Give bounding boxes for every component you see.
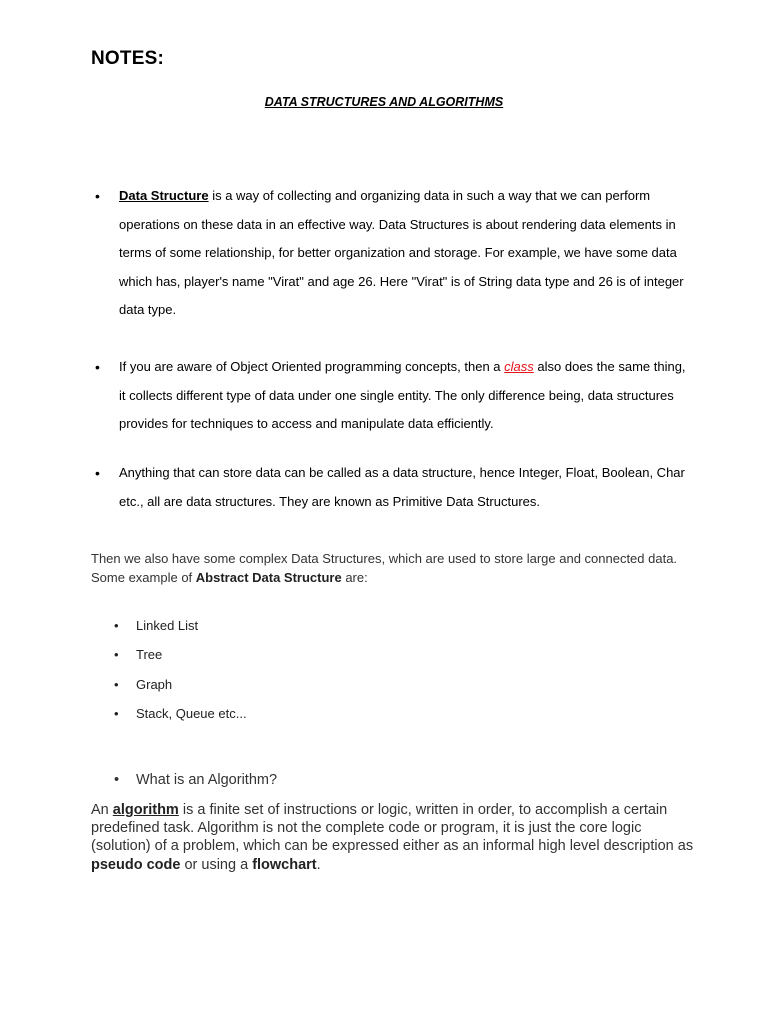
bullet-text-after: also does the same thing, it collects different type of data under one single entity. The only difference being, data structures provides for techniques to access and manipulate data efficiently. bbox=[119, 359, 686, 431]
adt-list bbox=[114, 613, 247, 730]
list-item-label: Linked List bbox=[136, 618, 199, 633]
paragraph-text: is a finite set of instructions or logic, written in order, to accomplish a certain predefined task. Algorithm is not the complete code or program, it is just the core logic (solution) of a problem, which can be expressed either as an informal high level description as bbox=[91, 802, 694, 855]
term-flowchart: flowchart bbox=[252, 856, 317, 873]
paragraph-text: An bbox=[91, 802, 113, 818]
complex-structures-paragraph bbox=[91, 549, 691, 587]
bullet-text: is a way of collecting and organizing data in such a way that we can perform operations on these data in an effective way. Data Structures is about rendering data elements in terms of some relationship, for better organization and storage. For example, we have some data which has, player's name "Virat" and age 26. Here "Virat" is of String data type and 26 is of integer data type. bbox=[119, 188, 684, 317]
term-algorithm: algorithm bbox=[112, 802, 179, 818]
paragraph-text-end: are: bbox=[341, 570, 368, 585]
question-text: What is an Algorithm? bbox=[136, 772, 278, 788]
bullet-data-structure bbox=[95, 182, 689, 325]
list-item-label: Stack, Queue etc... bbox=[136, 705, 247, 721]
list-item-label: Tree bbox=[136, 647, 163, 663]
bullet-primitive bbox=[95, 459, 689, 516]
bullet-dot: • bbox=[114, 618, 119, 633]
list-item bbox=[114, 642, 247, 671]
term-data-structure: Data Structure bbox=[119, 188, 209, 203]
bullet-dot: • bbox=[95, 465, 100, 481]
list-item-label: Graph bbox=[136, 676, 173, 692]
list-item bbox=[114, 672, 247, 701]
term-pseudo-code: pseudo code bbox=[91, 856, 181, 873]
paragraph-text: Then we also have some complex Data Structures, which are used to store large and connected data. Some example of bbox=[91, 551, 678, 585]
bullet-text: Anything that can store data can be called as a data structure, hence Integer, Float, Boolean, Char etc., all are data structures. They are known as Primitive Data Structures. bbox=[119, 465, 685, 509]
document-title: DATA STRUCTURES AND ALGORITHMS bbox=[264, 95, 504, 109]
bullet-oop-class bbox=[95, 353, 689, 439]
bullet-dot: • bbox=[114, 647, 119, 663]
question-algorithm bbox=[114, 772, 278, 788]
bullet-dot: • bbox=[95, 188, 100, 204]
bullet-dot: • bbox=[95, 359, 100, 375]
algorithm-paragraph bbox=[91, 801, 701, 874]
list-item bbox=[114, 613, 247, 642]
bullet-dot: • bbox=[114, 772, 120, 788]
abstract-data-structure-term: Abstract Data Structure bbox=[195, 570, 342, 585]
bullet-dot: • bbox=[114, 705, 119, 721]
notes-heading: NOTES: bbox=[91, 48, 164, 69]
class-link[interactable]: class bbox=[504, 359, 534, 374]
paragraph-text: or using a bbox=[180, 856, 253, 873]
bullet-text-before: If you are aware of Object Oriented programming concepts, then a bbox=[119, 359, 505, 374]
bullet-dot: • bbox=[114, 676, 119, 692]
paragraph-text: . bbox=[316, 856, 321, 873]
list-item bbox=[114, 701, 247, 730]
